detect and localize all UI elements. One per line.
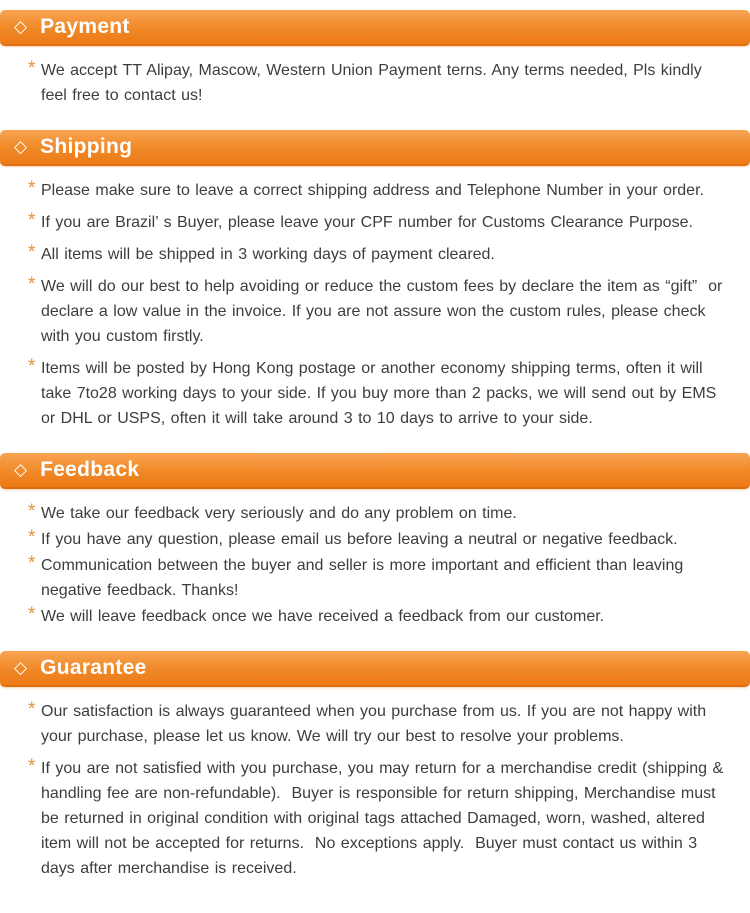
asterisk-bullet-icon: * [28, 756, 36, 777]
bullet-list [0, 58, 750, 112]
asterisk-bullet-icon: * [28, 604, 36, 625]
list-item [28, 356, 730, 431]
asterisk-bullet-icon: * [28, 178, 36, 199]
bullet-text: If you have any question, please email us before leaving a neutral or negative feedback. [41, 531, 678, 548]
list-item [28, 604, 730, 629]
list-item [28, 501, 730, 526]
bullet-list [0, 178, 750, 435]
asterisk-bullet-icon: * [28, 356, 36, 377]
list-item [28, 58, 730, 108]
asterisk-bullet-icon: * [28, 242, 36, 263]
section-header [0, 453, 750, 489]
info-section [0, 130, 750, 435]
asterisk-bullet-icon: * [28, 501, 36, 522]
bullet-text: Our satisfaction is always guaranteed when you purchase from us. If you are not happy with your purchase, please let us know. We will try our best to resolve your problems. [41, 703, 712, 745]
list-item [28, 210, 730, 235]
diamond-icon: ◇ [14, 16, 28, 36]
bullet-text: We accept TT Alipay, Mascow, Western Union Payment terns. Any terms needed, Pls kindly feel free to contact us! [41, 62, 708, 104]
bullet-text: Communication between the buyer and seller is more important and efficient than leaving negative feedback. Thanks! [41, 557, 689, 599]
bullet-text: We will do our best to help avoiding or reduce the custom fees by declare the item as “gift” or declare a low value in the invoice. If you are not assure won the custom rules, please check with you custom firstly. [41, 278, 728, 345]
section-title: Shipping [40, 135, 133, 158]
info-section [0, 651, 750, 885]
asterisk-bullet-icon: * [28, 58, 36, 79]
bullet-text: If you are not satisfied with you purchase, you may return for a merchandise credit (shipping & handling fee are non-refundable). Buyer is responsible for return shipping, Merchandise must be returned in original condition with original tags attached Damaged, worn, washed, altered item will not be accepted for returns. No exceptions apply. Buyer must contact us within 3 days after merchandise is received. [41, 760, 729, 877]
diamond-icon: ◇ [14, 657, 28, 677]
list-item [28, 527, 730, 552]
section-header [0, 130, 750, 166]
diamond-icon: ◇ [14, 459, 28, 479]
info-section [0, 10, 750, 112]
bullet-list [0, 501, 750, 633]
list-item [28, 756, 730, 881]
diamond-icon: ◇ [14, 136, 28, 156]
list-item [28, 178, 730, 203]
asterisk-bullet-icon: * [28, 210, 36, 231]
bullet-list [0, 699, 750, 885]
bullet-text: We will leave feedback once we have received a feedback from our customer. [41, 608, 605, 625]
list-item [28, 274, 730, 349]
section-title: Payment [40, 15, 130, 38]
asterisk-bullet-icon: * [28, 527, 36, 548]
list-item [28, 242, 730, 267]
info-section [0, 453, 750, 633]
section-header [0, 651, 750, 687]
asterisk-bullet-icon: * [28, 553, 36, 574]
bullet-text: We take our feedback very seriously and do any problem on time. [41, 505, 517, 522]
asterisk-bullet-icon: * [28, 699, 36, 720]
list-item [28, 699, 730, 749]
bullet-text: Please make sure to leave a correct shipping address and Telephone Number in your order. [41, 182, 704, 199]
list-item [28, 553, 730, 603]
asterisk-bullet-icon: * [28, 274, 36, 295]
bullet-text: All items will be shipped in 3 working days of payment cleared. [41, 246, 495, 263]
section-title: Feedback [40, 458, 140, 481]
bullet-text: If you are Brazil’ s Buyer, please leave your CPF number for Customs Clearance Purpose. [41, 214, 693, 231]
section-header [0, 10, 750, 46]
section-title: Guarantee [40, 656, 147, 679]
bullet-text: Items will be posted by Hong Kong postage or another economy shipping terms, often it will take 7to28 working days to your side. If you buy more than 2 packs, we will send out by EMS or DHL or USPS, often it will take around 3 to 10 days to arrive to your side. [41, 360, 722, 427]
